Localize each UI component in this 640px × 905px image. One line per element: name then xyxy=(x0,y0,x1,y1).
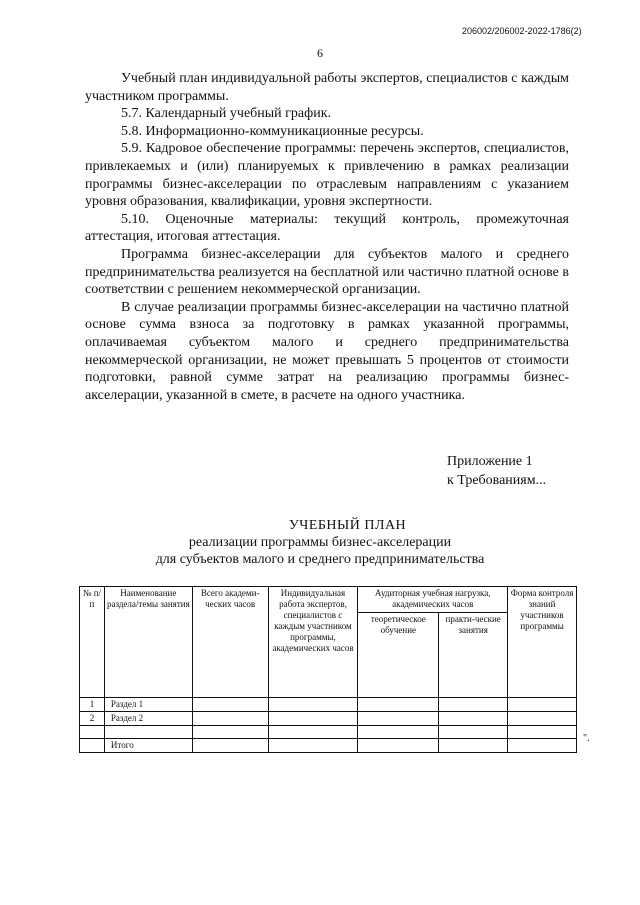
closing-quote: ". xyxy=(583,733,590,744)
table-header-row xyxy=(80,587,577,613)
plan-subtitle: реализации программы бизнес-акселерации xyxy=(188,535,452,550)
cell-total-label: Итого xyxy=(104,739,192,753)
header-num: № п/п xyxy=(80,587,105,698)
cell-num: 1 xyxy=(80,698,105,712)
header-individual: Индивидуальная работа экспертов, специалистов с каждым участником программы, академических часов xyxy=(268,587,358,698)
header-control: Форма контроля знаний участников программы xyxy=(508,587,577,698)
appendix-note xyxy=(447,452,546,490)
table-row xyxy=(80,712,577,726)
cell-name: Раздел 2 xyxy=(104,712,192,726)
header-practice: практи-ческие занятия xyxy=(439,613,508,698)
page-number: 6 xyxy=(317,46,323,60)
plan-subtitle: для субъектов малого и среднего предпринимательства xyxy=(155,552,485,567)
cell-num: 2 xyxy=(80,712,105,726)
paragraph: Программа бизнес-акселерации для субъектов малого и среднего предпринимательства реализуется на бесплатной или частично платной основе в соответствии с решением некоммерческой организации. xyxy=(85,246,569,298)
curriculum-table xyxy=(79,586,577,753)
header-name: Наименование раздела/темы занятия xyxy=(104,587,192,698)
paragraph: 5.9. Кадровое обеспечение программы: перечень экспертов, специалистов, привлекаемых и (или) планируемых к привлечению в рамках реализации программы бизнес-акселерации по отраслевым направлениям с указанием уровня образования, квалификации, уровня экспертности. xyxy=(85,141,569,210)
plan-title-block xyxy=(0,517,640,568)
header-total: Всего академи-ческих часов xyxy=(192,587,268,698)
body-text xyxy=(85,70,569,404)
appendix-line: к Требованиям... xyxy=(447,473,547,488)
cell-num xyxy=(80,726,105,739)
paragraph: 5.10. Оценочные материалы: текущий контроль, промежуточная аттестация, итоговая аттестация. xyxy=(85,211,569,245)
cell-name: Раздел 1 xyxy=(104,698,192,712)
paragraph: В случае реализации программы бизнес-акселерации на частично платной основе сумма взноса за подготовку в рамках указанной программы, оплачиваемая субъектом малого и среднего предпринимательства некоммерческой организации, не может превышать 5 процентов от стоимости подготовки, равной сумме затрат на реализацию программы бизнес-акселерации, указанной в смете, в расчете на одного участника. xyxy=(85,299,569,403)
table-row xyxy=(80,726,577,739)
paragraph: 5.8. Информационно-коммуникационные ресурсы. xyxy=(121,123,424,139)
document-id: 206002/206002-2022-1786(2) xyxy=(462,26,582,36)
plan-title: УЧЕБНЫЙ ПЛАН xyxy=(288,518,407,533)
cell-name xyxy=(104,726,192,739)
table-row xyxy=(80,698,577,712)
paragraph: Учебный план индивидуальной работы экспертов, специалистов с каждым участником программы. xyxy=(85,71,569,104)
header-auditory: Аудиторная учебная нагрузка, академических часов xyxy=(358,587,508,613)
table-total-row xyxy=(80,739,577,753)
appendix-line: Приложение 1 xyxy=(447,454,533,469)
paragraph: 5.7. Календарный учебный график. xyxy=(121,106,331,122)
header-theory: теоретическое обучение xyxy=(358,613,439,698)
